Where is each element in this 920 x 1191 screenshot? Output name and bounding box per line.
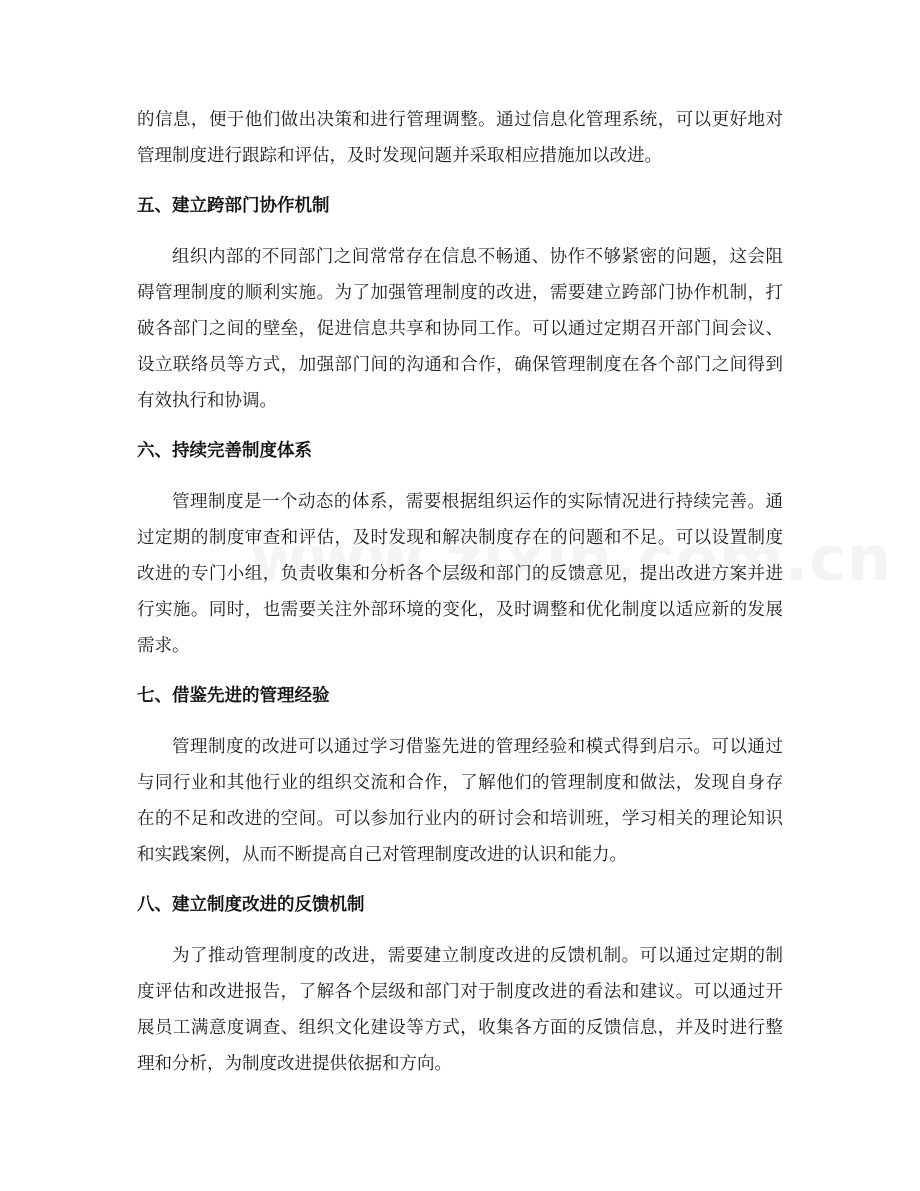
text-line: 管理制度是一个动态的体系，需要根据组织运作的实际情况进行持续完善。通	[172, 492, 783, 512]
section-heading-6: 六、持续完善制度体系	[137, 441, 312, 461]
intro-paragraph	[137, 102, 783, 174]
text-line: 管理制度进行跟踪和评估，及时发现问题并采取相应措施加以改进。	[137, 146, 662, 166]
text-line: 行实施。同时，也需要关注外部环境的变化，及时调整和优化制度以适应新的发展	[137, 600, 783, 620]
section-heading-8: 八、建立制度改进的反馈机制	[137, 895, 365, 915]
text-line: 破各部门之间的壁垒，促进信息共享和协同工作。可以通过定期召开部门间会议、	[137, 319, 783, 339]
text-line: 有效执行和协调。	[137, 391, 277, 411]
text-line: 碍管理制度的顺利实施。为了加强管理制度的改进，需要建立跨部门协作机制，打	[137, 283, 783, 303]
section-paragraph-7	[137, 729, 783, 873]
text-line: 需求。	[137, 636, 190, 656]
text-line: 理和分析，为制度改进提供依据和方向。	[137, 1054, 452, 1074]
section-paragraph-5	[137, 239, 783, 419]
text-line: 为了推动管理制度的改进，需要建立制度改进的反馈机制。可以通过定期的制	[172, 946, 783, 966]
text-line: 管理制度的改进可以通过学习借鉴先进的管理经验和模式得到启示。可以通过	[172, 737, 783, 757]
text-line: 在的不足和改进的空间。可以参加行业内的研讨会和培训班，学习相关的理论知识	[137, 809, 783, 829]
text-line: 展员工满意度调查、组织文化建设等方式，收集各方面的反馈信息，并及时进行整	[137, 1018, 783, 1038]
section-heading-7: 七、借鉴先进的管理经验	[137, 686, 330, 706]
text-line: 过定期的制度审查和评估，及时发现和解决制度存在的问题和不足。可以设置制度	[137, 528, 783, 548]
text-line: 组织内部的不同部门之间常常存在信息不畅通、协作不够紧密的问题，这会阻	[172, 247, 783, 267]
text-line: 设立联络员等方式，加强部门间的沟通和合作，确保管理制度在各个部门之间得到	[137, 355, 783, 375]
section-paragraph-8	[137, 938, 783, 1082]
text-line: 的信息，便于他们做出决策和进行管理调整。通过信息化管理系统，可以更好地对	[137, 110, 783, 130]
section-paragraph-6	[137, 484, 783, 664]
text-line: 与同行业和其他行业的组织交流和合作，了解他们的管理制度和做法，发现自身存	[137, 773, 783, 793]
text-line: 度评估和改进报告，了解各个层级和部门对于制度改进的看法和建议。可以通过开	[137, 982, 783, 1002]
document-body	[137, 102, 783, 1082]
text-line: 改进的专门小组，负责收集和分析各个层级和部门的反馈意见，提出改进方案并进	[137, 564, 783, 584]
section-heading-5: 五、建立跨部门协作机制	[137, 196, 330, 216]
text-line: 和实践案例，从而不断提高自己对管理制度改进的认识和能力。	[137, 845, 627, 865]
